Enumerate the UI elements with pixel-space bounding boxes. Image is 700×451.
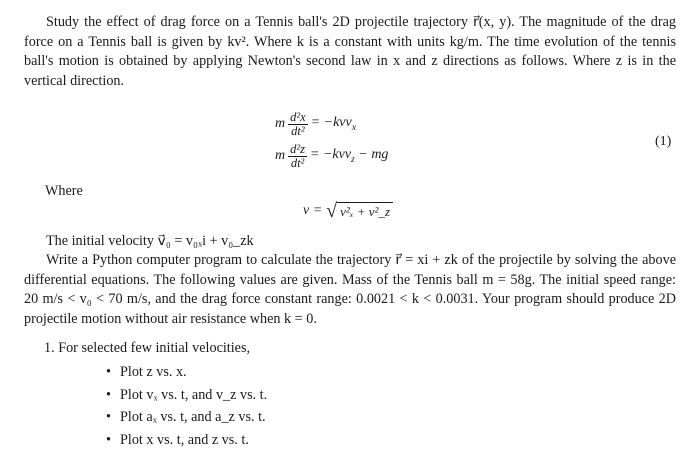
equation-z — [275, 140, 475, 172]
bullet-text: Plot x vs. t, and z vs. t. — [120, 432, 249, 448]
eq1-numerator: d²x — [288, 111, 308, 125]
bullet-text: Plot z vs. x. — [120, 364, 187, 380]
bullet-text: Plot vₓ vs. t, and v_z vs. t. — [120, 387, 267, 403]
equation-system — [275, 108, 475, 172]
sqrt-symbol-icon: √ — [326, 201, 337, 221]
list-item — [106, 361, 267, 384]
sqrt-radicand: v²ₓ + v²_z — [337, 202, 393, 220]
eq2-denominator: dt² — [289, 157, 306, 170]
bullet-icon: • — [106, 429, 111, 451]
bullet-icon: • — [106, 406, 111, 429]
initial-velocity-line: The initial velocity v⃗₀ = v₀ₓi + v₀_zk — [24, 232, 676, 252]
eq1-rhs-sub: x — [352, 122, 356, 133]
eq1-mass: m — [275, 116, 285, 132]
list-item: 1. For selected few initial velocities, — [44, 340, 250, 357]
bullet-list — [106, 361, 267, 451]
eq1-rhs-main: = −kvv — [311, 115, 352, 130]
eq2-rhs-main: = −kvv — [310, 147, 351, 162]
speed-definition — [303, 201, 393, 221]
eq1-rhs — [311, 115, 356, 133]
sqrt-expression — [326, 201, 393, 221]
intro-paragraph: Study the effect of drag force on a Tennis ball's 2D projectile trajectory r⃗(x, y). The magnitude of the drag force on a Tennis ball is given by kv². Where k is a constant with units kg/m. The time evolution of the tennis ball's motion is obtained by applying Newton's second law in x and z directions as follows. Where z is in the vertical direction. — [24, 13, 676, 91]
where-label: Where — [45, 183, 83, 200]
bullet-text: Plot aₓ vs. t, and a_z vs. t. — [120, 409, 266, 425]
eq2-numerator: d²z — [288, 143, 307, 157]
speed-lhs: v = — [303, 203, 322, 219]
bullet-icon: • — [106, 384, 111, 407]
eq2-rhs — [310, 147, 388, 165]
list-item — [106, 384, 267, 407]
equation-x — [275, 108, 475, 140]
task-paragraph: Write a Python computer program to calculate the trajectory r⃗ = xi + zk of the projectile by solving the above differential equations. The following values are given. Mass of the Tennis ball m = 58g. The initial speed range: 20 m/s < v₀ < 70 m/s, and the drag force constant range: 0.0021 < k < 0.0031. Your program should produce 2D projectile motion without air resistance when k = 0. — [24, 251, 676, 329]
eq1-derivative — [288, 111, 308, 138]
bullet-icon: • — [106, 361, 111, 384]
list-item — [106, 429, 267, 451]
eq2-mass: m — [275, 148, 285, 164]
eq2-tail: − mg — [355, 147, 389, 162]
eq2-rhs-sub: z — [351, 154, 355, 165]
list-item — [106, 406, 267, 429]
eq2-derivative — [288, 143, 307, 170]
equation-number: (1) — [655, 134, 671, 150]
eq1-denominator: dt² — [289, 125, 306, 138]
